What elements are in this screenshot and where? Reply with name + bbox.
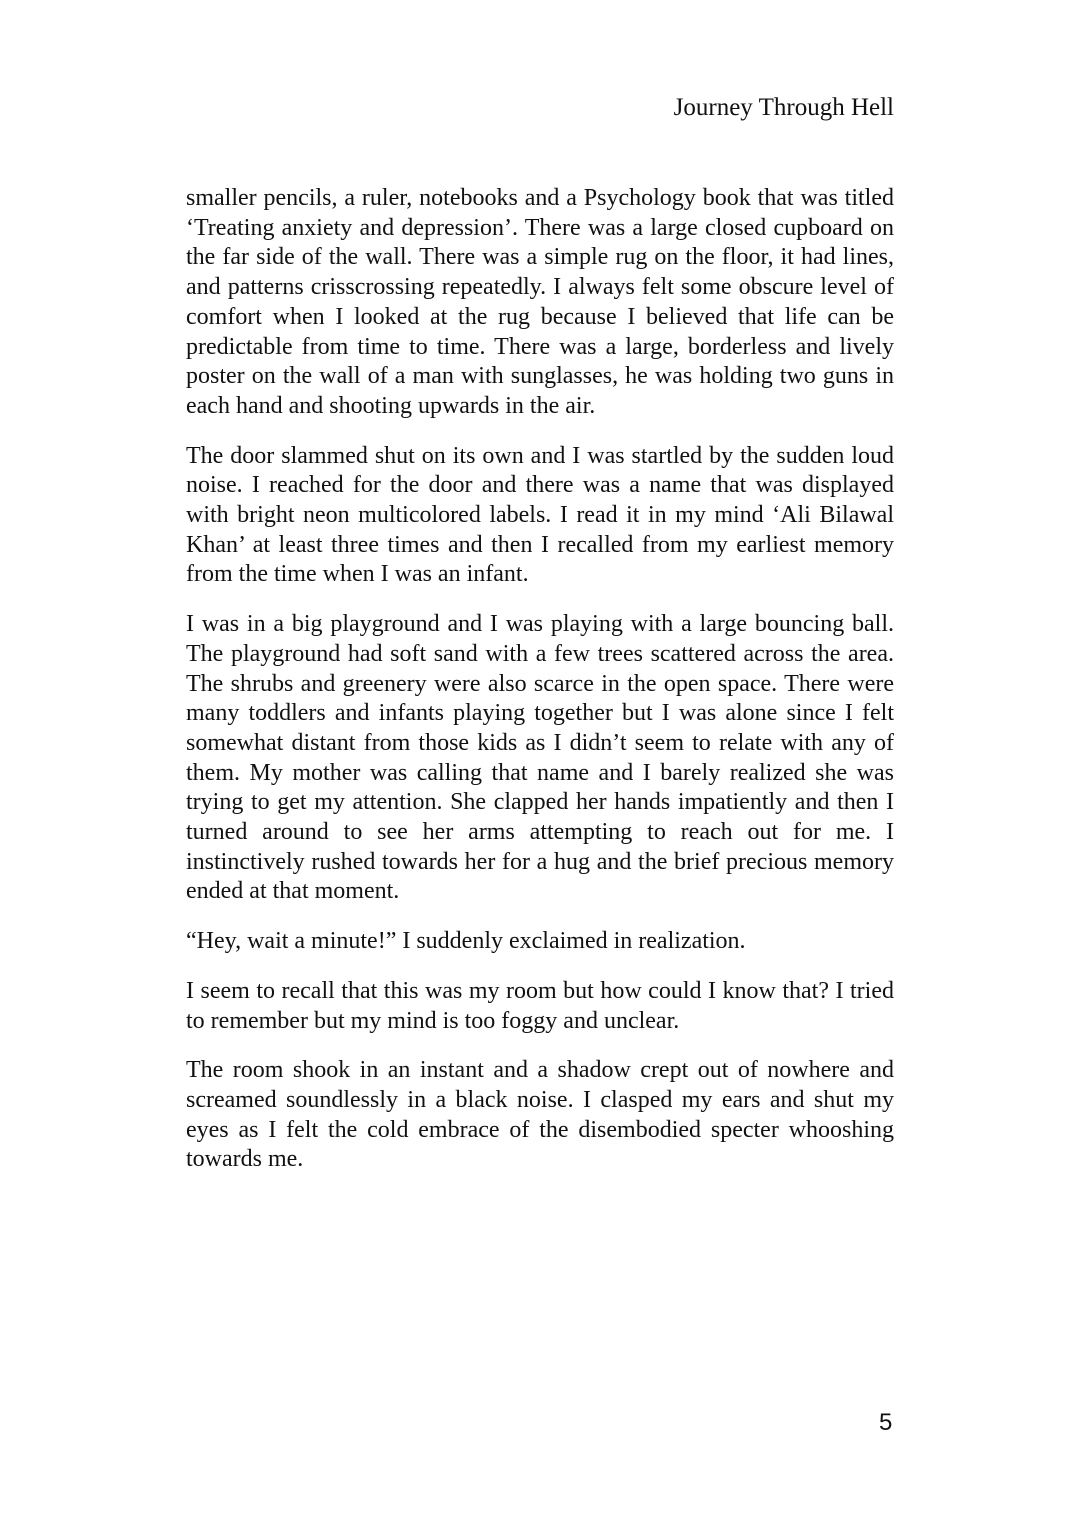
paragraph-4-dialogue: “Hey, wait a minute!” I suddenly exclaimed in realization. [186,928,746,955]
running-header-title: Journey Through Hell [673,94,894,121]
paragraph-2: The door slammed shut on its own and I was startled by the sudden loud noise. I reached for the door and there was a name that was displayed with bright neon multicolored labels. I read it in my mind ‘Ali Bilawal Khan’ at least three times and then I recalled from my earliest memory from the time when I was an infant. [186,442,894,588]
paragraph-3: I was in a big playground and I was playing with a large bouncing ball. The playground had soft sand with a few trees scattered across the area. The shrubs and greenery were also scarce in the open space. There were many toddlers and infants playing together but I was alone since I felt somewhat distant from those kids as I didn’t seem to relate with any of them. My mother was calling that name and I barely realized she was trying to get my attention. She clapped her hands impatiently and then I turned around to see her arms attempting to reach out for me. I instinctively rushed towards her for a hug and the brief precious memory ended at that moment. [186,611,894,905]
page-number: 5 [879,1409,893,1436]
paragraph-1: smaller pencils, a ruler, notebooks and a Psychology book that was titled ‘Treating anxiety and depression’. There was a large closed cupboard on the far side of the wall. There was a simple rug on the floor, it had lines, and patterns crisscrossing repeatedly. I always felt some obscure level of comfort when I looked at the rug because I believed that life can be predictable from time to time. There was a large, borderless and lively poster on the wall of a man with sunglasses, he was holding two guns in each hand and shooting upwards in the air. [186,185,894,419]
paragraph-6: The room shook in an instant and a shadow crept out of nowhere and screamed soundlessly in a black noise. I clasped my ears and shut my eyes as I felt the cold embrace of the disembodied specter whooshing towards me. [186,1057,894,1173]
paragraph-5: I seem to recall that this was my room but how could I know that? I tried to remember but my mind is too foggy and unclear. [186,977,894,1034]
body-text [186,184,894,1195]
